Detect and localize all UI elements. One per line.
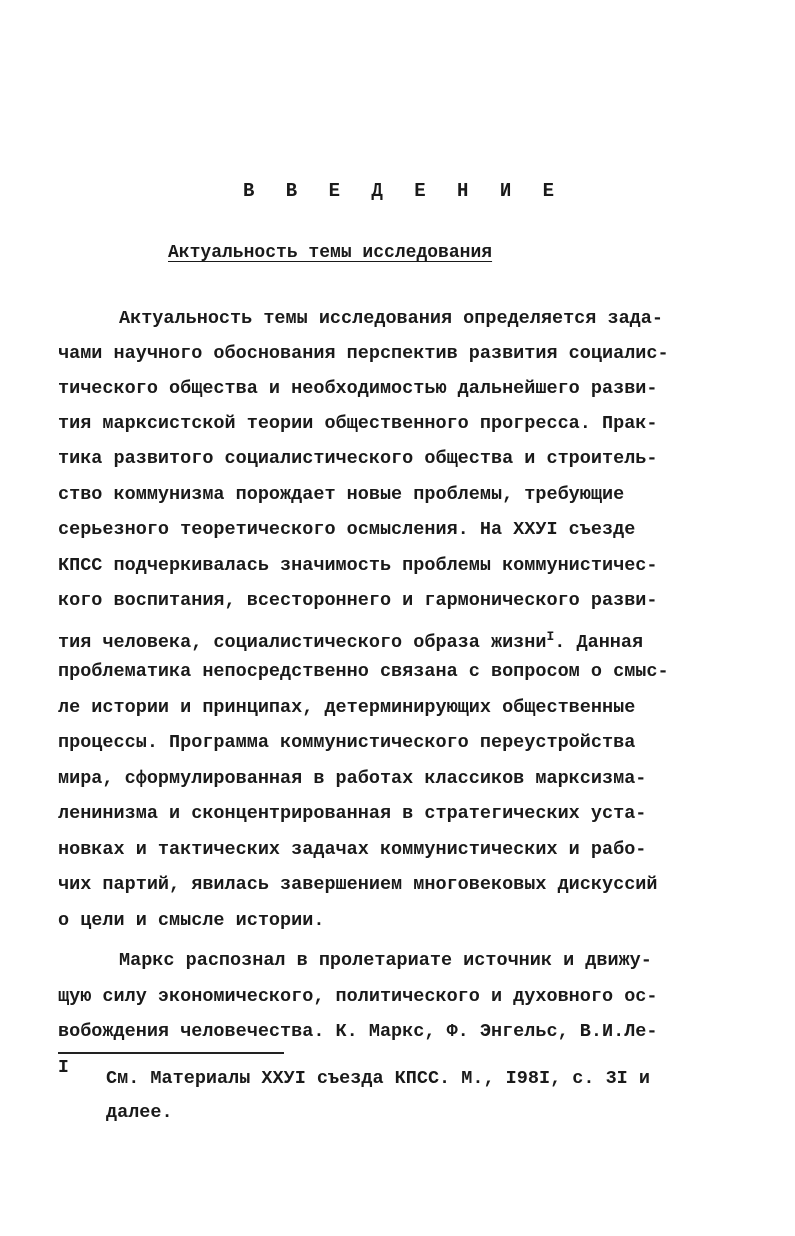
text-fragment: тия человека, социалистического образа жизни	[58, 632, 547, 653]
footnote-text: См. Материалы XXУI съезда КПСС. М., I98I, с. 3I и	[106, 1068, 650, 1089]
footnote-mark: I	[58, 1058, 69, 1078]
text-line: серьезного теоретического осмысления. На XXУI съезде	[58, 519, 636, 540]
text-line: тия марксистской теории общественного прогресса. Прак-	[58, 413, 658, 434]
text-line: КПСС подчеркивалась значимость проблемы коммунистичес-	[58, 555, 658, 576]
text-line: Маркс распознал в пролетариате источник и движу-	[119, 950, 652, 971]
text-fragment: . Данная	[554, 632, 644, 653]
text-line: Актуальность темы исследования определяется зада-	[119, 308, 663, 329]
text-line: чих партий, явилась завершением многовековых дискуссий	[58, 874, 658, 895]
text-line: щую силу экономического, политического и духовного ос-	[58, 986, 658, 1007]
text-line: мира, сформулированная в работах классиков марксизма-	[58, 768, 647, 789]
text-line: вобождения человечества. К. Маркс, Ф. Энгельс, В.И.Ле-	[58, 1021, 658, 1042]
footnote-text: далее.	[106, 1102, 173, 1123]
section-subtitle: Актуальность темы исследования	[168, 243, 493, 263]
text-line: тика развитого социалистического общества и строитель-	[58, 448, 658, 469]
text-line: новках и тактических задачах коммунистических и рабо-	[58, 839, 647, 860]
text-line-with-footnote	[58, 625, 643, 655]
text-line: тического общества и необходимостью дальнейшего разви-	[58, 378, 658, 399]
text-line: кого воспитания, всестороннего и гармонического разви-	[58, 590, 658, 611]
page-title: В В Е Д Е Н И Е	[243, 180, 565, 202]
text-line: о цели и смысле истории.	[58, 910, 325, 931]
text-line: процессы. Программа коммунистического переустройства	[58, 732, 636, 753]
footnote-reference: I	[546, 629, 555, 644]
text-line: ле истории и принципах, детерминирующих общественные	[58, 697, 636, 718]
text-line: ство коммунизма порождает новые проблемы, требующие	[58, 484, 625, 505]
text-line: проблематика непосредственно связана с вопросом о смыс-	[58, 661, 669, 682]
text-line: чами научного обоснования перспектив развития социалис-	[58, 343, 669, 364]
footnote-divider	[58, 1052, 284, 1054]
text-line: ленинизма и сконцентрированная в стратегических уста-	[58, 803, 647, 824]
